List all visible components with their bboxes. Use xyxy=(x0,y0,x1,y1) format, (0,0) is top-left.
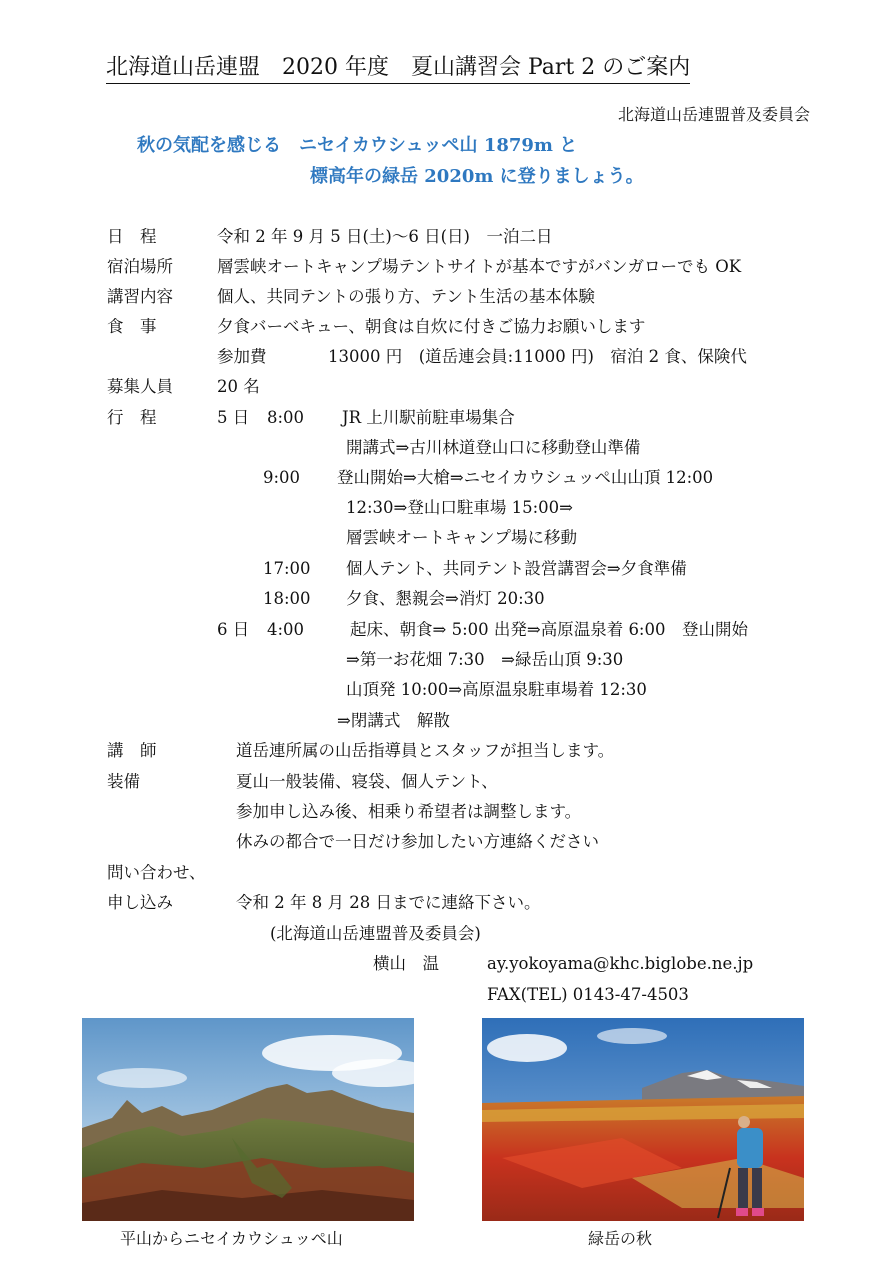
itinerary-text: 山頂発 10:00⇒高原温泉駐車場着 12:30 xyxy=(346,680,647,699)
capacity: 20 名 xyxy=(217,377,260,396)
instructor: 道岳連所属の山岳指導員とスタッフが担当します。 xyxy=(236,741,615,760)
label-application: 申し込み xyxy=(107,893,173,912)
equipment-line: 参加申し込み後、相乗り希望者は調整します。 xyxy=(236,802,582,821)
itinerary-text: 層雲峡オートキャンプ場に移動 xyxy=(346,528,577,547)
schedule-date: 令和 2 年 9 月 5 日(土)～6 日(日) 一泊二日 xyxy=(217,227,553,246)
itinerary-time: 17:00 xyxy=(263,559,311,578)
meals: 夕食バーベキュー、朝食は自炊に付きご協力お願いします xyxy=(217,317,646,336)
itinerary-time: 18:00 xyxy=(263,589,311,608)
itinerary-text: 夕食、懇親会⇒消灯 20:30 xyxy=(346,589,545,608)
label-instructor: 講 師 xyxy=(107,741,157,760)
itinerary-text: JR 上川駅前駐車場集合 xyxy=(342,408,515,427)
label-inquiry: 問い合わせ、 xyxy=(107,863,206,882)
label-lodging: 宿泊場所 xyxy=(107,257,173,276)
itinerary-day: 5 日 xyxy=(217,408,250,427)
lead-line-2: 標高年の緑岳 2020m に登りましょう。 xyxy=(310,166,644,187)
itinerary-text: 個人テント、共同テント設営講習会⇒夕食準備 xyxy=(346,559,687,578)
photo-midoridake xyxy=(482,1018,804,1221)
equipment-line: 夏山一般装備、寝袋、個人テント、 xyxy=(236,772,498,791)
itinerary-time: 9:00 xyxy=(263,468,301,487)
contact-org: (北海道山岳連盟普及委員会) xyxy=(270,924,481,943)
deadline: 令和 2 年 8 月 28 日までに連絡下さい。 xyxy=(236,893,541,912)
equipment-line: 休みの都合で一日だけ参加したい方連絡ください xyxy=(236,832,599,851)
itinerary-text: 起床、朝食⇒ 5:00 出発⇒高原温泉着 6:00 登山開始 xyxy=(350,620,748,639)
organizer: 北海道山岳連盟普及委員会 xyxy=(617,105,810,124)
label-fee: 参加費 xyxy=(217,347,267,366)
contact-person: 横山 温 xyxy=(373,954,439,973)
label-equipment: 装備 xyxy=(107,772,140,791)
contact-email: ay.yokoyama@khc.biglobe.ne.jp xyxy=(487,954,754,973)
lodging: 層雲峡オートキャンプ場テントサイトが基本ですがバンガローでも OK xyxy=(217,257,742,276)
fee: 13000 円 (道岳連会員:11000 円) 宿泊 2 食、保険代 xyxy=(328,347,747,366)
itinerary-text: ⇒第一お花畑 7:30 ⇒緑岳山頂 9:30 xyxy=(346,650,624,669)
itinerary-day: 6 日 xyxy=(217,620,250,639)
photo-caption: 緑岳の秋 xyxy=(588,1229,653,1248)
label-capacity: 募集人員 xyxy=(107,377,173,396)
label-meals: 食 事 xyxy=(107,317,157,336)
itinerary-time: 4:00 xyxy=(267,620,305,639)
label-course: 講習内容 xyxy=(107,287,173,306)
contact-fax: FAX(TEL) 0143-47-4503 xyxy=(487,985,689,1004)
label-itinerary: 行 程 xyxy=(107,408,157,427)
course-content: 個人、共同テントの張り方、テント生活の基本体験 xyxy=(217,287,595,306)
itinerary-text: ⇒閉講式 解散 xyxy=(337,711,450,730)
itinerary-text: 12:30⇒登山口駐車場 15:00⇒ xyxy=(346,498,573,517)
lead-line-1: 秋の気配を感じる ニセイカウシュッペ山 1879m と xyxy=(137,135,578,156)
photo-niseikaushuppe xyxy=(82,1018,414,1221)
itinerary-text: 登山開始⇒大槍⇒ニセイカウシュッペ山山頂 12:00 xyxy=(337,468,714,487)
itinerary-text: 開講式⇒古川林道登山口に移動登山準備 xyxy=(346,438,641,457)
photo-caption: 平山からニセイカウシュッペ山 xyxy=(120,1229,343,1248)
itinerary-time: 8:00 xyxy=(267,408,305,427)
page-title: 北海道山岳連盟 2020 年度 夏山講習会 Part 2 のご案内 xyxy=(106,54,690,84)
label-schedule-date: 日 程 xyxy=(107,227,157,246)
